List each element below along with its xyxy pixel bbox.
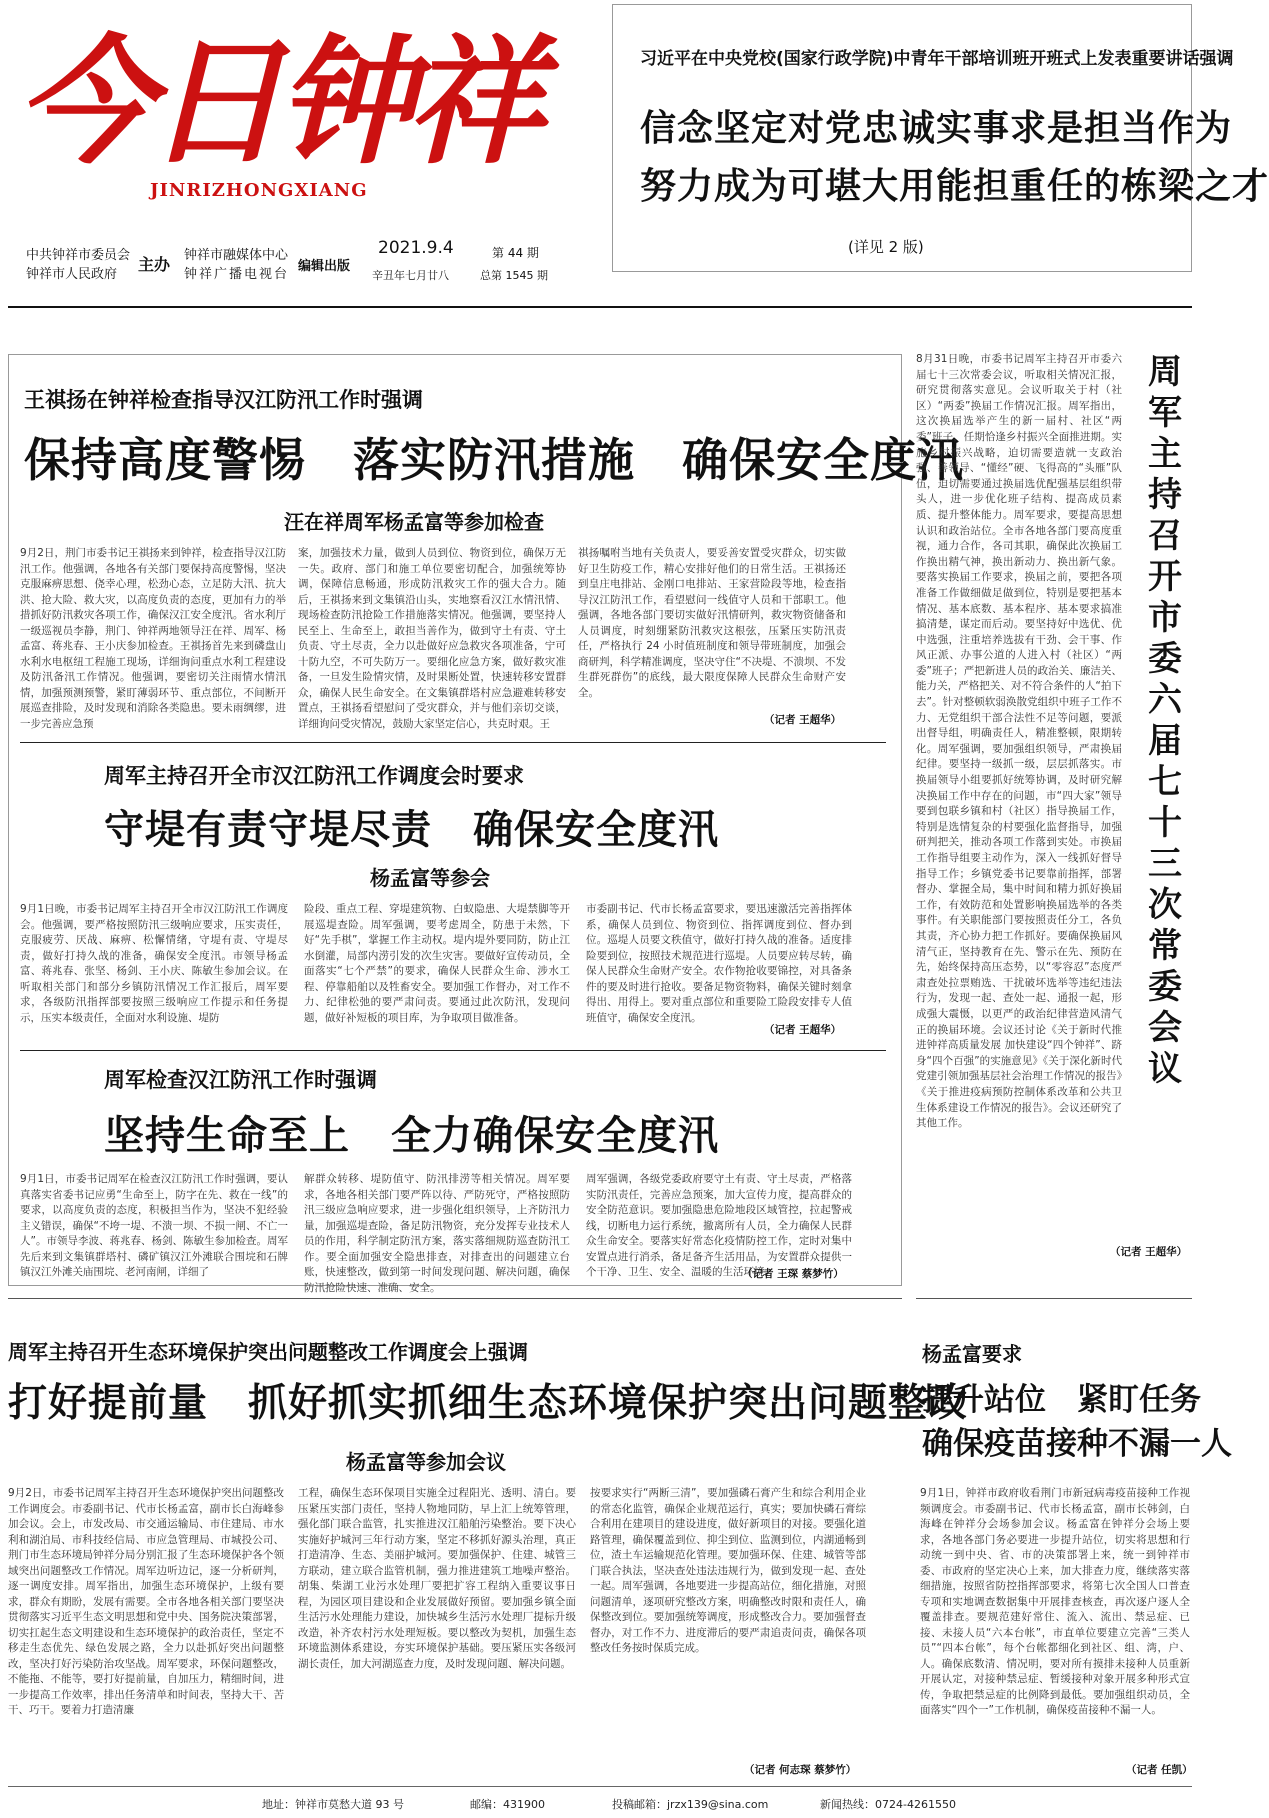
- article-divider: [20, 742, 886, 743]
- article5-title-line-2: 确保疫苗接种不漏一人: [922, 1426, 1232, 1462]
- footer-email: 投稿邮箱：jrzx139@sina.com: [612, 1798, 769, 1811]
- article2-kicker: 周军主持召开全市汉江防汛工作调度会时要求: [104, 764, 524, 788]
- host-org-1: 中共钟祥市委员会: [26, 248, 131, 263]
- article1-kicker: 王祺扬在钟祥检查指导汉江防汛工作时强调: [24, 388, 423, 412]
- footer-divider: [8, 1786, 1192, 1787]
- article5-body: 9月1日，钟祥市政府收看荆门市新冠病毒疫苗接种工作视频调度会。市委副书记、代市长杨孟富，副市长韩剑，白海峰在钟祥分会场参加会议。杨孟富在钟祥分会场上要求，各地各部门务必要进一步提升站位，切实将思想和行动统一到中央、省、市的决策部署上来，统一到钟祥市委、市政府的坚定决心上来，加大排查力度，继续落实落细措施，按照省防控指挥部要求，将第七次全国人口普查专项和实地调查数据集中开展排查核查，再次逐户逐人全覆盖排查。要规范建好常住、流入、流出、禁忌症、已接、未接人员“六本台帐”，市直单位要建立完善“三类人员”“四本台帐”，每个台帐都细化到社区、组、湾，户、人。确保底数清、情况明，要对所有摸排未接种人员重新开展认定，对接种禁忌症、暂缓接种对象开展多种形式宣传，争取把禁忌症的比例降到最低。要加强组织动员，全面落实“四个一”工作机制，确保疫苗接种不漏一人。: [920, 1487, 1190, 1716]
- masthead-logo: [12, 10, 572, 183]
- article1-column-3: 祺扬嘱咐当地有关负责人，要妥善安置受灾群众，切实做好卫生防疫工作，精心安排好他们的日常生活。王祺扬还到皇庄电排站、金刚口电排站、王家营险段等地，检查指导汉江防汛工作，看望慰问一线值守人员和干部职工。他强调，各地各部门要切实做好汛情研判，救灾物资储备和人员调度，时刻绷紧防汛救灾这根弦，压紧压实防汛责任，严格执行 24 小时值班制度和领导带班制度，加强会商研判，科学精准调度，坚决守住“不决堤、不溃坝、不发生群死群伤”的底线，最大限度保障人民群众生命财产安全。: [578, 547, 846, 699]
- article2-column-2: 险段、重点工程、穿堤建筑物、白蚁隐患、大堤禁脚等开展巡堤查险。周军强调，要考虑周全，防患于未然，下好“先手棋”，掌握工作主动权。堤内堤外要同防，防止江水倒灌，局部内涝引发的次生灾害。要做好宣传动员，全面落实“七个严禁”的要求，确保人民群众生命、涉水工程、停靠船舶以及牲畜安全。要加强工作督办，对工作不力、纪律松弛的要严肃问责。要通过此次防汛，发现问题，做好补短板的项目库，为争取项目做准备。: [304, 903, 570, 1024]
- article1-column-1: 9月2日，荆门市委书记王祺扬来到钟祥，检查指导汉江防汛工作。他强调，各地各有关部门要保持高度警惕，坚决克服麻痹思想、侥幸心理，松劲心态，立足防大汛、抗大洪、抢大险、救大灾，以高度负责的态度，更加有力的举措抓好防汛救灾各项工作，确保汉江安全度汛。省水利厅一级巡视员李静，荆门、钟祥两地领导汪在祥、周军、杨孟富、蒋兆春、王小庆参加检查。王祺扬首先来到磷盘山水利水电枢纽工程施工现场，详细询问重点水利工程建设及防汛备汛工作情况。他强调，要密切关注雨情水情汛情，加强预测预警，紧盯薄弱环节、重点部位，不间断开展巡查排险，及时发现和消除各类隐患。要未雨绸缪，进一步完善应急预: [20, 547, 286, 730]
- sidebar-vertical-title: 周军主持召开市委六届七十三次常委会议: [1148, 352, 1182, 1089]
- article1-subtitle: 汪在祥周军杨孟富等参加检查: [284, 510, 544, 534]
- publisher-role: 编辑出版: [298, 259, 351, 274]
- section-divider: [8, 1298, 902, 1299]
- sidebar-divider: [916, 1298, 1192, 1299]
- article3-kicker: 周军检查汉江防汛工作时强调: [104, 1068, 377, 1092]
- total-issue-number: 总第 1545 期: [480, 269, 548, 282]
- article4-title: 打好提前量 抓好抓实抓细生态环境保护突出问题整改: [8, 1381, 969, 1426]
- article4-kicker: 周军主持召开生态环境保护突出问题整改工作调度会上强调: [8, 1340, 528, 1364]
- publisher-org-1: 钟祥市融媒体中心: [184, 248, 289, 263]
- article-divider: [20, 1050, 886, 1051]
- lead-title-line-2: 努力成为可堪大用能担重任的栋梁之才: [640, 166, 1269, 207]
- article2-column-3: 市委副书记、代市长杨孟富要求，要迅速激活完善指挥体系，确保人员到位、物资到位、指挥调度到位、督办到位。巡堤人员要文秩值守，做好打持久战的准备。适度排险要到位，按照技术规范进行巡堤。人员要应转尽转，确保人民群众生命财产安全。农作物抢收要锦控，对具备条件的要及时进行抢收。要备足物资物料，确保关键时刻拿得出、用得上。要对重点部位和重要险工险段安排专人值班值守，确保安全度汛。: [586, 903, 852, 1024]
- article3-column-3: 周军强调，各级党委政府要守土有责、守土尽责，严格落实防汛责任，完善应急预案，加大宣传力度，提高群众的安全防范意识。要加强隐患危险地段区域管控，拉起警戒线，切断电力运行系统，撤离所有人员，全力确保人民群众生命安全。要落实好常态化疫情防控工作，定时对集中安置点进行消杀，备足备齐生活用品，为安置群众提供一个干净、卫生、安全、温暖的生活环境。: [586, 1173, 852, 1278]
- article5-title-line-1: 提升站位 紧盯任务: [922, 1382, 1201, 1418]
- article4-column-2: 工程，确保生态环保项目实施全过程阳光、透明、清白。要压紧压实部门责任，坚持人物地同防，早上汇上统筹管理，强化部门联合监管，扎实推进汉江船舶污染整治。要下决心实施好护城河三年行动方案，坚定不移抓好源头治理，真正打造清净、生态、美丽护城河。要加强保护、住建、城管三方联动，建立联合监管机制，强力推进建筑工地噪声整治。胡集、柴湖工业污水处理厂要把扩容工程纳入重要议事日程，为园区项目建设和企业发展做好预留。要加强乡镇全面生活污水处理能力建设，加快城乡生活污水处理厂提标升级改造，补齐农村污水处理短板。要以整改为契机，加强生态环境监测体系建设，夯实环境保护基础。要压紧压实各级河湖长责任，加大河湖巡查力度，及时发现问题、解决问题。: [298, 1487, 576, 1670]
- article4-byline: （记者 何志琛 蔡梦竹）: [744, 1764, 857, 1776]
- article1-title: 保持高度警惕 落实防汛措施 确保安全度汛: [24, 433, 964, 487]
- footer-postcode: 邮编：431900: [470, 1798, 545, 1811]
- host-org-2: 钟祥市人民政府: [26, 267, 118, 282]
- article3-column-1: 9月1日，市委书记周军在检查汉江防汛工作时强调，要认真落实省委书记应勇“生命至上，防字在先、救在一线”的要求，以高度负责的态度，积极担当作为，坚决不犯经验主义错误，确保“不垮一堤、不溃一坝、不损一闸、不亡一人”。市领导李波、蒋兆春、杨剑、陈敏生参加检查。周军先后来到文集镇群塔村、磷矿镇汉江外滩联合围垸和石牌镇汉江外滩关庙围垸、老河南闸，详细了: [20, 1173, 288, 1278]
- article4-subtitle: 杨孟富等参加会议: [346, 1450, 506, 1474]
- article1-byline: （记者 王超华）: [764, 714, 842, 726]
- article1-column-2: 案，加强技术力量，做到人员到位、物资到位，确保万无一失。政府、部门和施工单位要密切配合，加强统筹协调，保障信息畅通，形成防汛救灾工作的强大合力。随后，王祺扬来到文集镇沿山头，实地察看汉江水情汛情、现场检查防汛抢险工作措施落实情况。他强调，要坚持人民至上、生命至上，敢担当善作为，做到守土有责、守土负责、守土尽责，全力以赴做好应急救灾各项准备，宁可十防九空，不可失防万一。要细化应急方案，做好救灾准备，一旦发生险情灾情，及时果断处置，快速转移安置群众，确保人民生命安全。在文集镇群塔村应急避难转移安置点，王祺扬看望慰问了受灾群众，并与他们亲切交谈，详细询问受灾情况，鼓励大家坚定信心，共克时艰。王: [298, 547, 566, 730]
- sidebar-byline: （记者 王超华）: [1110, 1246, 1188, 1258]
- article5-byline: （记者 任凯）: [1126, 1764, 1193, 1776]
- lead-title-line-1: 信念坚定对党忠诚实事求是担当作为: [640, 108, 1233, 149]
- article4-column-3: 按要求实行“两断三清”，要加强磷石膏产生和综合利用企业的常态化监管，确保企业规范运行，真实；要加快磷石膏综合利用在建项目的建设进度，做好新项目的对接。要强化道路管理，确保覆盖到位、抑尘到位、监测到位，内湖通畅到位，渣土车运输规范化管理。要加强环保、住建、城管等部门联合执法，坚决查处违法违规行为，做到发现一起、查处一起。周军强调，各地要进一步提高站位，细化措施，对照问题清单，逐项研究整改方案，明确整改时限和责任人，确保整改到位。要加强统筹调度，形成整改合力。要加强督查督办，对工作不力、进度滞后的要严肃追责问责，确保各项整改任务按时保质完成。: [590, 1487, 866, 1654]
- footer-address: 地址：钟祥市莫愁大道 93 号: [262, 1798, 404, 1811]
- masthead-pinyin: JINRIZHONGXIANG: [150, 180, 368, 201]
- article2-subtitle: 杨孟富等参会: [370, 866, 490, 890]
- article4-column-1: 9月2日，市委书记周军主持召开生态环境保护突出问题整改工作调度会。市委副书记、代市长杨孟富，副市长白海峰参加会议。会上，市发改局、市交通运输局、市住建局、市水利和湖泊局、市科技经信局、市应急管理局、市城投公司、荆门市生态环境局钟祥分局分别汇报了生态环境保护各个领域突出问题整改工作情况。周军边听边记，逐一分析研判，逐一调度安排。周军指出，加强生态环境保护，上级有要求，群众有期盼，发展有需要。全市各地各相关部门要坚决贯彻落实习近平生态文明思想和党中央、国务院决策部署，切实扛起生态文明建设和生态环境保护的政治责任，坚定不移走生态优先、绿色发展之路，全力以赴抓好突出问题整改，坚决打好污染防治攻坚战。周军要求，环保问题整改，不能拖、不能等，要打好提前量，自加压力，精细时间，进一步提高工作效率，排出任务清单和时间表，坚持大干、苦干、巧干。要着力打造清廉: [8, 1487, 284, 1716]
- article2-byline: （记者 王超华）: [764, 1024, 842, 1036]
- masthead-divider: [8, 306, 1192, 308]
- sidebar-article-body: 8月31日晚，市委书记周军主持召开市委六届七十三次常委会议，听取相关情况汇报，研究贯彻落实意见。会议听取关于村（社区）“两委”换届工作情况汇报。周军指出，这次换届选举产生的新一届村、社区“两委”班子，任期恰逢乡村振兴全面推进期。实施乡村振兴战略，迫切需要造就一支政治强、善领导、“懂经”硬、飞得高的“头雁”队伍，迫切需要通过换届选优配强基层组织带头人，进一步优化班子结构、提高成员素质、提升整体能力。周军要求，要提高思想认识和政治站位。全市各地各部门要高度重视，通力合作，各司其职，确保此次换届工作换出精气神，换出新动力、换出新气象。要落实换届工作要求，换届之前，要把各项准备工作做细做足做到位，特别是要把基本情况、基本底数、基本程序、基本要求搞准搞清楚，谋定而后动。要坚持好中选优、优中选强，注重培养选拔有干劲、会干事、作风正派、办事公道的人进入村（社区）“两委”班子；严把新进人员的政治关、廉洁关、能力关，严格把关、对不符合条件的人“拍下去”。针对整顿软弱涣散党组织中班子工作不力、无党组织干部合法性不足等问题，要派出督导组，明确责任人，精准整顿，限期转化。周军强调，要加强组织领导，严肃换届纪律。要坚持一级抓一级，层层抓落实。市换届领导小组要抓好统筹协调，及时研究解决换届工作中存在的问题，市“四大家”领导要到包联乡镇和村（社区）指导换届工作，特别是选情复杂的村要强化监督指导，加强研判把关，推动各项工作落到实处。市换届工作指导组要主动作为，深入一线抓好督导指导工作；乡镇党委书记要靠前指挥，部署督办、掌握全局，集中时间和精力抓好换届工作，有效防范和处置影响换届选举的各类事件。有关职能部门要按照责任分工，各负其责，齐心协力把工作抓好。要确保换届风清气正，坚持教育在先、警示在先、预防在先，始终保持高压态势，以“零容忍”态度严肃查处拉票贿选、干扰破坏选举等违纪违法行为，发现一起、查处一起、通报一起，形成强大震慑，以更严的政治纪律营造风清气正的换届环境。会议还讨论《关于新时代推进钟祥高质量发展 加快建设“四个钟祥”、跻身“四个百强”的实施意见》《关于深化新时代党建引领加强基层社会治理工作情况的报告》《关于推进疫病预防控制体系改革和公共卫生体系建设工作情况的报告》。会议还研究了其他工作。: [916, 353, 1122, 1130]
- lead-see-page: (详见 2 版): [848, 238, 924, 256]
- lunar-date: 辛丑年七月廿八: [372, 269, 449, 282]
- article3-column-2: 解群众转移、堤防值守、防汛排涝等相关情况。周军要求，各地各相关部门要严阵以待、严防死守，严格按照防汛三级应急响应要求，进一步强化组织领导，上齐防汛力量，加强巡堤查险，备足防汛物资，充分发挥专业技术人员的作用，科学制定防汛方案，落实落细规防巡查防汛工作。要全面加强安全隐患排查，对排查出的问题建立台账，快速整改，做到第一时间发现问题、解决问题，确保防汛抢险快速、准确、安全。: [304, 1173, 570, 1294]
- lead-kicker: 习近平在中央党校(国家行政学院)中青年干部培训班开班式上发表重要讲话强调: [640, 49, 1234, 69]
- article2-column-1: 9月1日晚，市委书记周军主持召开全市汉江防汛工作调度会。他强调，要严格按照防汛三级响应要求，压实责任，克服疲劳、厌战、麻痹、松懈情绪，守堤有责、守堤尽责，做好打持久战的准备，确保安全度汛。市领导杨孟富、蒋兆春、张坚、杨剑、王小庆、陈敏生参加会议。在听取相关部门和部分乡镇防汛情况工作汇报后，周军要求，各级防汛指挥部要按照三级响应工作提示和任务提示，压实本级责任，全面对水利设施、堤防: [20, 903, 288, 1024]
- article3-byline: （记者 王琛 蔡梦竹）: [742, 1268, 844, 1280]
- publisher-org-2: 钟祥广播电视台: [184, 267, 290, 282]
- footer-hotline: 新闻热线：0724-4261550: [820, 1798, 956, 1811]
- article5-kicker: 杨孟富要求: [922, 1342, 1022, 1366]
- issue-number: 第 44 期: [492, 246, 539, 260]
- issue-date: 2021.9.4: [378, 238, 454, 258]
- article3-title: 坚持生命至上 全力确保安全度汛: [104, 1113, 719, 1159]
- masthead-logo-text: 今日钟祥: [16, 20, 537, 183]
- article2-title: 守堤有责守堤尽责 确保安全度汛: [104, 807, 719, 853]
- host-role: 主办: [138, 255, 171, 274]
